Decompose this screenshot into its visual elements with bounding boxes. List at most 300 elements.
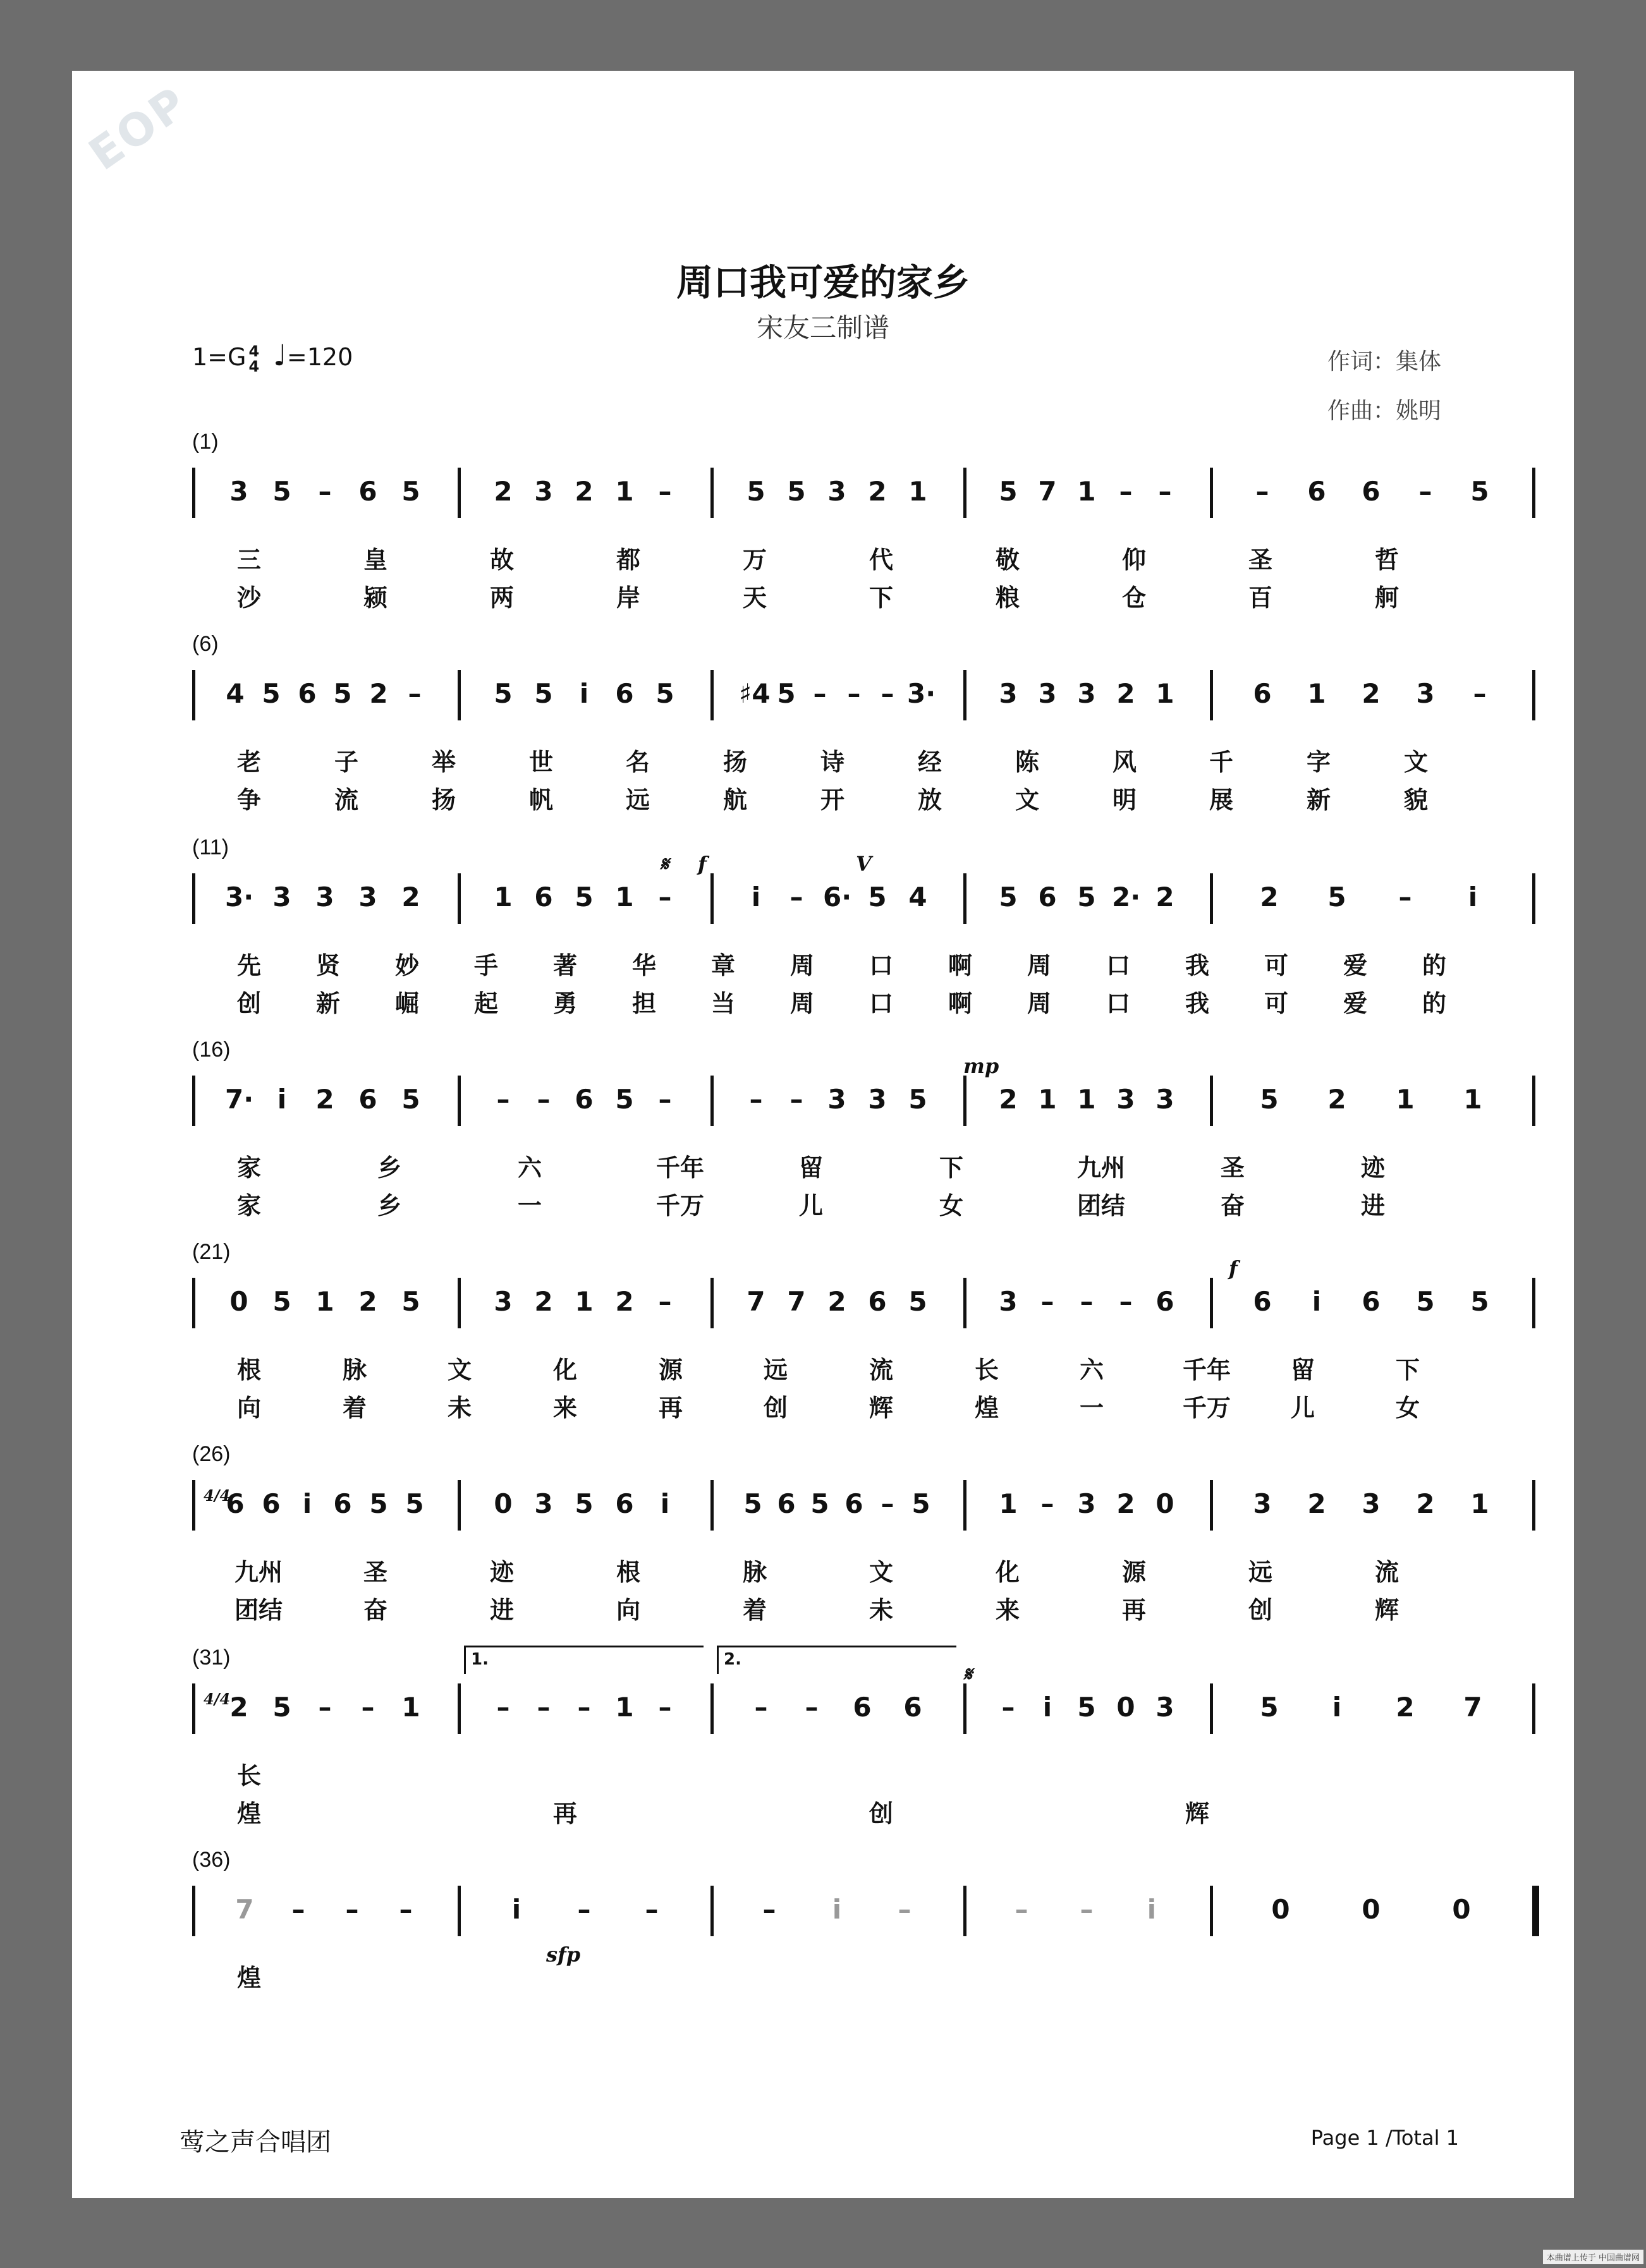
marking-f: f bbox=[1229, 1256, 1238, 1280]
jianpu-note: 1 bbox=[1307, 678, 1326, 709]
marking-f: f bbox=[698, 852, 707, 876]
marking-mp: mp bbox=[963, 1054, 999, 1078]
lyric-syllable: 下 bbox=[1395, 1356, 1420, 1384]
jianpu-note: – bbox=[1080, 1286, 1094, 1317]
lyric-syllable: 颍 bbox=[363, 584, 387, 612]
jianpu-note: 1 bbox=[1038, 1084, 1057, 1115]
page-title: 周口我可爱的家乡 bbox=[676, 261, 970, 304]
lyric-syllable: 煌 bbox=[236, 1800, 261, 1828]
lyric-syllable: 流 bbox=[1374, 1558, 1399, 1586]
measure-number: (26) bbox=[192, 1442, 231, 1466]
composer: 作曲：姚明 bbox=[1327, 398, 1441, 424]
barline bbox=[710, 1886, 714, 1936]
jianpu-note: 0 bbox=[1116, 1692, 1135, 1723]
jianpu-note: 6 bbox=[615, 678, 634, 709]
barline bbox=[1210, 873, 1213, 924]
jianpu-note: 6 bbox=[1253, 1286, 1272, 1317]
lyric-syllable: 崛 bbox=[394, 990, 419, 1017]
lyric-syllable: 辉 bbox=[1185, 1800, 1209, 1828]
barline bbox=[710, 1278, 714, 1328]
barline bbox=[458, 1076, 461, 1126]
jianpu-note: 6 bbox=[333, 1488, 352, 1519]
lyric-syllable: 迹 bbox=[489, 1558, 514, 1586]
lyric-syllable: 再 bbox=[552, 1800, 577, 1828]
barline bbox=[1532, 1076, 1535, 1126]
lyric-syllable: 帆 bbox=[528, 786, 553, 814]
lyric-syllable: 进 bbox=[489, 1596, 514, 1624]
lyric-syllable: 勇 bbox=[552, 990, 577, 1017]
jianpu-note: 5 bbox=[999, 476, 1018, 507]
jianpu-note: 5 bbox=[575, 882, 594, 913]
jianpu-note: 5 bbox=[401, 476, 420, 507]
jianpu-note: 0 bbox=[1155, 1488, 1174, 1519]
barline bbox=[458, 1683, 461, 1734]
barline bbox=[192, 1886, 195, 1936]
jianpu-note: 2 bbox=[1155, 882, 1174, 913]
lyric-syllable: 字 bbox=[1306, 748, 1331, 776]
lyric-syllable: 文 bbox=[869, 1558, 893, 1586]
lyric-syllable: 留 bbox=[1290, 1356, 1315, 1384]
jianpu-note: – bbox=[1255, 476, 1269, 507]
jianpu-note: 2 bbox=[575, 476, 594, 507]
marking-segno: 𝄋 bbox=[660, 852, 669, 876]
lyric-syllable: 天 bbox=[742, 584, 767, 612]
barline bbox=[963, 1480, 966, 1531]
jianpu-note: 6 bbox=[226, 1488, 245, 1519]
jianpu-note: i bbox=[511, 1894, 521, 1925]
jianpu-note: 3 bbox=[999, 1286, 1018, 1317]
jianpu-note: – bbox=[658, 476, 672, 507]
lyric-syllable: 远 bbox=[625, 786, 650, 814]
lyric-syllable: 千 bbox=[1209, 748, 1233, 776]
lyric-syllable: 留 bbox=[798, 1154, 823, 1182]
lyric-syllable: 九州 bbox=[1076, 1154, 1125, 1182]
jianpu-note: – bbox=[789, 1084, 803, 1115]
barline bbox=[1210, 1683, 1213, 1734]
jianpu-note: 1 bbox=[1077, 476, 1096, 507]
lyric-syllable: 口 bbox=[869, 952, 893, 979]
lyric-syllable: 圣 bbox=[363, 1558, 387, 1586]
lyric-syllable: 三 bbox=[236, 546, 261, 574]
jianpu-note: i bbox=[832, 1894, 842, 1925]
barline bbox=[963, 468, 966, 518]
barline bbox=[1210, 1886, 1213, 1936]
barline bbox=[1532, 468, 1535, 518]
jianpu-note: 6 bbox=[534, 882, 553, 913]
lyric-syllable: 流 bbox=[869, 1356, 893, 1384]
lyric-syllable: 妙 bbox=[394, 952, 419, 979]
jianpu-note: 2 bbox=[999, 1084, 1018, 1115]
lyric-syllable: 千万 bbox=[1182, 1394, 1231, 1422]
jianpu-note: i bbox=[1147, 1894, 1157, 1925]
jianpu-note: 0 bbox=[1271, 1894, 1290, 1925]
jianpu-note: 5 bbox=[262, 678, 281, 709]
jianpu-note: – bbox=[496, 1692, 510, 1723]
measure-number: (21) bbox=[192, 1240, 231, 1264]
jianpu-note: 3 bbox=[827, 476, 846, 507]
lyric-syllable: 下 bbox=[869, 584, 893, 612]
jianpu-note: 2 bbox=[868, 476, 887, 507]
lyric-syllable: 扬 bbox=[431, 786, 456, 814]
lyric-syllable: 未 bbox=[447, 1394, 472, 1422]
jianpu-note: 7 bbox=[1038, 476, 1057, 507]
lyric-syllable: 舸 bbox=[1374, 584, 1399, 612]
jianpu-note: – bbox=[658, 1692, 672, 1723]
jianpu-note: 2 bbox=[229, 1692, 248, 1723]
lyric-syllable: 创 bbox=[236, 990, 261, 1017]
jianpu-note: i bbox=[277, 1084, 287, 1115]
jianpu-note: – bbox=[399, 1894, 413, 1925]
score-system bbox=[192, 1240, 1539, 1436]
lyric-syllable: 化 bbox=[552, 1356, 577, 1384]
lyric-syllable: 文 bbox=[1015, 786, 1039, 814]
barline bbox=[458, 670, 461, 720]
lyric-syllable: 沙 bbox=[236, 584, 261, 612]
staff-line bbox=[192, 1886, 1539, 1967]
jianpu-note: 3 bbox=[868, 1084, 887, 1115]
lyric-syllable: 文 bbox=[1403, 748, 1428, 776]
jianpu-note: i bbox=[1042, 1692, 1052, 1723]
lyric-syllable: 陈 bbox=[1015, 748, 1039, 776]
barline bbox=[1532, 1886, 1539, 1936]
lyric-syllable: 华 bbox=[631, 952, 656, 979]
barline bbox=[1532, 670, 1535, 720]
barline bbox=[1210, 468, 1213, 518]
staff-line bbox=[192, 1256, 1539, 1328]
jianpu-note: 5 bbox=[908, 1286, 927, 1317]
lyric-syllable: 代 bbox=[869, 546, 893, 574]
jianpu-note: 6 bbox=[575, 1084, 594, 1115]
jianpu-note: 2 bbox=[1416, 1488, 1435, 1519]
lyric-syllable: 经 bbox=[917, 748, 942, 776]
lyric-syllable: 辉 bbox=[1374, 1596, 1399, 1624]
jianpu-note: – bbox=[1080, 1894, 1094, 1925]
jianpu-note: 6 bbox=[1253, 678, 1272, 709]
lyric-syllable: 子 bbox=[334, 748, 358, 776]
lyric-syllable: 煌 bbox=[974, 1394, 999, 1422]
jianpu-note: – bbox=[645, 1894, 659, 1925]
jianpu-note: 1 bbox=[908, 476, 927, 507]
marking-segno: 𝄋 bbox=[963, 1662, 972, 1686]
marking-sfp: sfp bbox=[546, 1943, 581, 1967]
jianpu-note: – bbox=[577, 1692, 591, 1723]
lyric-syllable: 奋 bbox=[1220, 1192, 1245, 1220]
lyric-syllable: 团结 bbox=[234, 1596, 283, 1624]
lyric-syllable: 故 bbox=[489, 546, 514, 574]
jianpu-note: 1 bbox=[401, 1692, 420, 1723]
jianpu-note: – bbox=[1119, 1286, 1133, 1317]
lyric-syllable: 源 bbox=[1121, 1558, 1146, 1586]
barline bbox=[192, 1480, 195, 1531]
lyric-syllable: 明 bbox=[1112, 786, 1137, 814]
jianpu-note: 1 bbox=[999, 1488, 1018, 1519]
lyric-syllable: 流 bbox=[334, 786, 358, 814]
lyric-syllable: 两 bbox=[489, 584, 514, 612]
barline bbox=[710, 1076, 714, 1126]
jianpu-note: 6 bbox=[1038, 882, 1057, 913]
jianpu-note: 0 bbox=[1362, 1894, 1381, 1925]
jianpu-note: 2 bbox=[1362, 678, 1381, 709]
footer-choir: 莺之声合唱团 bbox=[180, 2128, 331, 2157]
jianpu-note: 4 bbox=[908, 882, 927, 913]
lyric-syllable: 老 bbox=[236, 748, 261, 776]
jianpu-note: 0 bbox=[1452, 1894, 1471, 1925]
lyric-syllable: 长 bbox=[974, 1356, 999, 1384]
jianpu-note: 5 bbox=[787, 476, 806, 507]
jianpu-note: 2 bbox=[315, 1084, 334, 1115]
barline bbox=[963, 1886, 966, 1936]
measure-number: (1) bbox=[192, 430, 219, 454]
lyric-syllable: 脉 bbox=[342, 1356, 367, 1384]
lyric-syllable: 万 bbox=[742, 546, 767, 574]
lyric-syllable: 家 bbox=[236, 1154, 261, 1182]
barline bbox=[192, 1278, 195, 1328]
jianpu-note: 2 bbox=[401, 882, 420, 913]
jianpu-note: – bbox=[881, 678, 894, 709]
jianpu-note: – bbox=[805, 1692, 819, 1723]
lyric-syllable: 我 bbox=[1185, 990, 1209, 1017]
barline bbox=[1532, 873, 1535, 924]
barline bbox=[963, 873, 966, 924]
lyric-syllable: 世 bbox=[528, 748, 553, 776]
lyric-syllable: 辉 bbox=[869, 1394, 893, 1422]
jianpu-note: 2 bbox=[1260, 882, 1279, 913]
volta-bracket: 2. bbox=[717, 1646, 956, 1674]
lyric-syllable: 岸 bbox=[616, 584, 640, 612]
lyric-syllable: 周 bbox=[1027, 952, 1051, 979]
lyric-syllable: 口 bbox=[1106, 952, 1130, 979]
jianpu-note: 6 bbox=[1155, 1286, 1174, 1317]
barline bbox=[192, 468, 195, 518]
jianpu-note: 1 bbox=[494, 882, 513, 913]
jianpu-note: 5 bbox=[655, 678, 674, 709]
jianpu-note: – bbox=[318, 476, 332, 507]
jianpu-note: 2 bbox=[615, 1286, 634, 1317]
lyric-syllable: 千万 bbox=[655, 1192, 704, 1220]
jianpu-note: i bbox=[1332, 1692, 1342, 1723]
lyric-syllable: 创 bbox=[763, 1394, 788, 1422]
jianpu-note: 3 bbox=[358, 882, 377, 913]
jianpu-note: 6 bbox=[844, 1488, 863, 1519]
barline bbox=[1532, 1278, 1535, 1328]
lyric-syllable: 口 bbox=[1106, 990, 1130, 1017]
jianpu-note: 5 bbox=[615, 1084, 634, 1115]
jianpu-note: 4 bbox=[226, 678, 245, 709]
jianpu-note: 5 bbox=[333, 678, 352, 709]
lyric-syllable: 乡 bbox=[377, 1192, 401, 1220]
jianpu-note: 5 bbox=[747, 476, 765, 507]
lyric-syllable: 六 bbox=[517, 1154, 542, 1182]
lyric-syllable: 再 bbox=[1121, 1596, 1146, 1624]
lyric-syllable: 啊 bbox=[948, 952, 972, 979]
lyric-syllable: 女 bbox=[1395, 1394, 1420, 1422]
jianpu-note: 3 bbox=[1077, 678, 1096, 709]
jianpu-note: – bbox=[537, 1084, 551, 1115]
jianpu-note: 3 bbox=[1416, 678, 1435, 709]
jianpu-note: 3· bbox=[907, 678, 936, 709]
lyric-syllable: 一 bbox=[517, 1192, 542, 1220]
jianpu-note: – bbox=[789, 882, 803, 913]
jianpu-note: 5 bbox=[911, 1488, 930, 1519]
measure-number: (16) bbox=[192, 1038, 231, 1062]
lyric-syllable: 未 bbox=[869, 1596, 893, 1624]
eop-watermark: EOP bbox=[79, 76, 198, 181]
lyric-syllable: 著 bbox=[552, 952, 577, 979]
lyric-syllable: 诗 bbox=[820, 748, 844, 776]
jianpu-note: 7 bbox=[747, 1286, 765, 1317]
jianpu-note: – bbox=[291, 1894, 305, 1925]
lyric-syllable: 化 bbox=[995, 1558, 1020, 1586]
lyric-syllable: 家 bbox=[236, 1192, 261, 1220]
jianpu-note: – bbox=[496, 1084, 510, 1115]
staff-line bbox=[192, 852, 1539, 924]
barline bbox=[192, 873, 195, 924]
jianpu-note: 5 bbox=[405, 1488, 424, 1519]
jianpu-note: 3 bbox=[229, 476, 248, 507]
time-top: 4 bbox=[248, 342, 260, 360]
jianpu-note: 3 bbox=[1077, 1488, 1096, 1519]
lyric-syllable: 着 bbox=[742, 1596, 767, 1624]
jianpu-note: – bbox=[1473, 678, 1487, 709]
lyric-syllable: 皇 bbox=[363, 546, 387, 574]
jianpu-note: 3 bbox=[272, 882, 291, 913]
jianpu-note: 6 bbox=[1307, 476, 1326, 507]
jianpu-note: ♯4 bbox=[739, 678, 771, 709]
lyric-syllable: 开 bbox=[820, 786, 844, 814]
barline bbox=[458, 468, 461, 518]
jianpu-note: 1 bbox=[1463, 1084, 1482, 1115]
time-signature bbox=[248, 344, 259, 374]
lyric-syllable: 担 bbox=[631, 990, 656, 1017]
jianpu-note: – bbox=[762, 1894, 776, 1925]
jianpu-note: 6· bbox=[823, 882, 852, 913]
jianpu-note: 2 bbox=[1116, 678, 1135, 709]
lyric-syllable: 源 bbox=[658, 1356, 683, 1384]
measure-number: (31) bbox=[192, 1646, 231, 1670]
jianpu-note: – bbox=[1040, 1286, 1054, 1317]
jianpu-note: 6 bbox=[298, 678, 317, 709]
jianpu-note: 2 bbox=[1307, 1488, 1326, 1519]
jianpu-note: i bbox=[1468, 882, 1478, 913]
lyric-syllable: 向 bbox=[616, 1596, 640, 1624]
jianpu-note: 5 bbox=[868, 882, 887, 913]
lyric-syllable: 爱 bbox=[1343, 952, 1367, 979]
lyric-syllable: 再 bbox=[658, 1394, 683, 1422]
jianpu-note: – bbox=[1001, 1692, 1015, 1723]
lyric-syllable: 煌 bbox=[236, 1964, 261, 1992]
tempo: =120 bbox=[286, 343, 353, 371]
jianpu-note: 1 bbox=[1155, 678, 1174, 709]
lyric-syllable: 创 bbox=[869, 1800, 893, 1828]
barline bbox=[710, 1683, 714, 1734]
marking-time: 4/4 bbox=[204, 1690, 231, 1708]
time-bottom: 4 bbox=[248, 357, 260, 375]
jianpu-note: 3 bbox=[999, 678, 1018, 709]
jianpu-note: 1 bbox=[315, 1286, 334, 1317]
lyric-syllable: 脉 bbox=[742, 1558, 767, 1586]
barline bbox=[458, 1480, 461, 1531]
lyric-syllable: 百 bbox=[1248, 584, 1272, 612]
jianpu-note: – bbox=[1015, 1894, 1028, 1925]
lyric-syllable: 展 bbox=[1209, 786, 1233, 814]
lyric-syllable: 九州 bbox=[234, 1558, 283, 1586]
jianpu-note: 5 bbox=[401, 1286, 420, 1317]
jianpu-note: 2· bbox=[1112, 882, 1141, 913]
lyric-syllable: 贤 bbox=[315, 952, 340, 979]
lyric-syllable: 根 bbox=[236, 1356, 261, 1384]
jianpu-note: – bbox=[847, 678, 861, 709]
jianpu-note: 5 bbox=[272, 1286, 291, 1317]
jianpu-note: – bbox=[1040, 1488, 1054, 1519]
jianpu-note: 7 bbox=[787, 1286, 806, 1317]
score-system bbox=[192, 1442, 1539, 1638]
lyric-syllable: 来 bbox=[995, 1596, 1020, 1624]
jianpu-note: 6 bbox=[868, 1286, 887, 1317]
jianpu-note: 5 bbox=[1470, 1286, 1489, 1317]
lyric-syllable: 扬 bbox=[722, 748, 747, 776]
lyric-syllable: 争 bbox=[236, 786, 261, 814]
jianpu-note: 7 bbox=[1463, 1692, 1482, 1723]
barline bbox=[192, 1076, 195, 1126]
lyric-syllable: 都 bbox=[616, 546, 640, 574]
jianpu-note: 2 bbox=[827, 1286, 846, 1317]
barline bbox=[710, 468, 714, 518]
barline bbox=[1532, 1480, 1535, 1531]
measure-number: (6) bbox=[192, 632, 219, 656]
lyric-syllable: 我 bbox=[1185, 952, 1209, 979]
lyric-syllable: 起 bbox=[473, 990, 498, 1017]
lyric-syllable: 的 bbox=[1422, 952, 1446, 979]
jianpu-note: 2 bbox=[534, 1286, 553, 1317]
jianpu-note: – bbox=[537, 1692, 551, 1723]
jianpu-note: 6 bbox=[358, 476, 377, 507]
lyric-syllable: 新 bbox=[315, 990, 340, 1017]
jianpu-note: – bbox=[1398, 882, 1412, 913]
lyric-syllable: 一 bbox=[1079, 1394, 1104, 1422]
jianpu-note: 5 bbox=[1077, 1692, 1096, 1723]
lyric-syllable: 的 bbox=[1422, 990, 1446, 1017]
jianpu-note: 2 bbox=[494, 476, 513, 507]
jianpu-note: 3 bbox=[827, 1084, 846, 1115]
marking-time: 4/4 bbox=[204, 1486, 231, 1505]
lyric-syllable: 儿 bbox=[798, 1192, 823, 1220]
jianpu-note: 5 bbox=[401, 1084, 420, 1115]
key-signature bbox=[192, 339, 353, 374]
jianpu-note: 3 bbox=[1253, 1488, 1272, 1519]
lyric-syllable: 周 bbox=[1027, 990, 1051, 1017]
jianpu-note: 5 bbox=[743, 1488, 762, 1519]
marking-breath: V bbox=[856, 852, 872, 876]
jianpu-note: – bbox=[813, 678, 827, 709]
barline bbox=[458, 1886, 461, 1936]
jianpu-note: – bbox=[1158, 476, 1172, 507]
barline bbox=[1210, 1076, 1213, 1126]
lyric-syllable: 女 bbox=[939, 1192, 963, 1220]
jianpu-note: 6 bbox=[1362, 1286, 1381, 1317]
score-system bbox=[192, 1038, 1539, 1234]
lyric-syllable: 迹 bbox=[1360, 1154, 1385, 1182]
jianpu-note: 5 bbox=[1470, 476, 1489, 507]
lyric-syllable: 团结 bbox=[1076, 1192, 1125, 1220]
jianpu-note: 5 bbox=[1260, 1084, 1279, 1115]
barline bbox=[458, 1278, 461, 1328]
jianpu-note: 6 bbox=[903, 1692, 922, 1723]
jianpu-note: 7 bbox=[235, 1894, 254, 1925]
score-system bbox=[192, 1848, 1539, 2044]
lyric-syllable: 爱 bbox=[1343, 990, 1367, 1017]
jianpu-note: – bbox=[749, 1084, 763, 1115]
jianpu-note: 6 bbox=[262, 1488, 281, 1519]
